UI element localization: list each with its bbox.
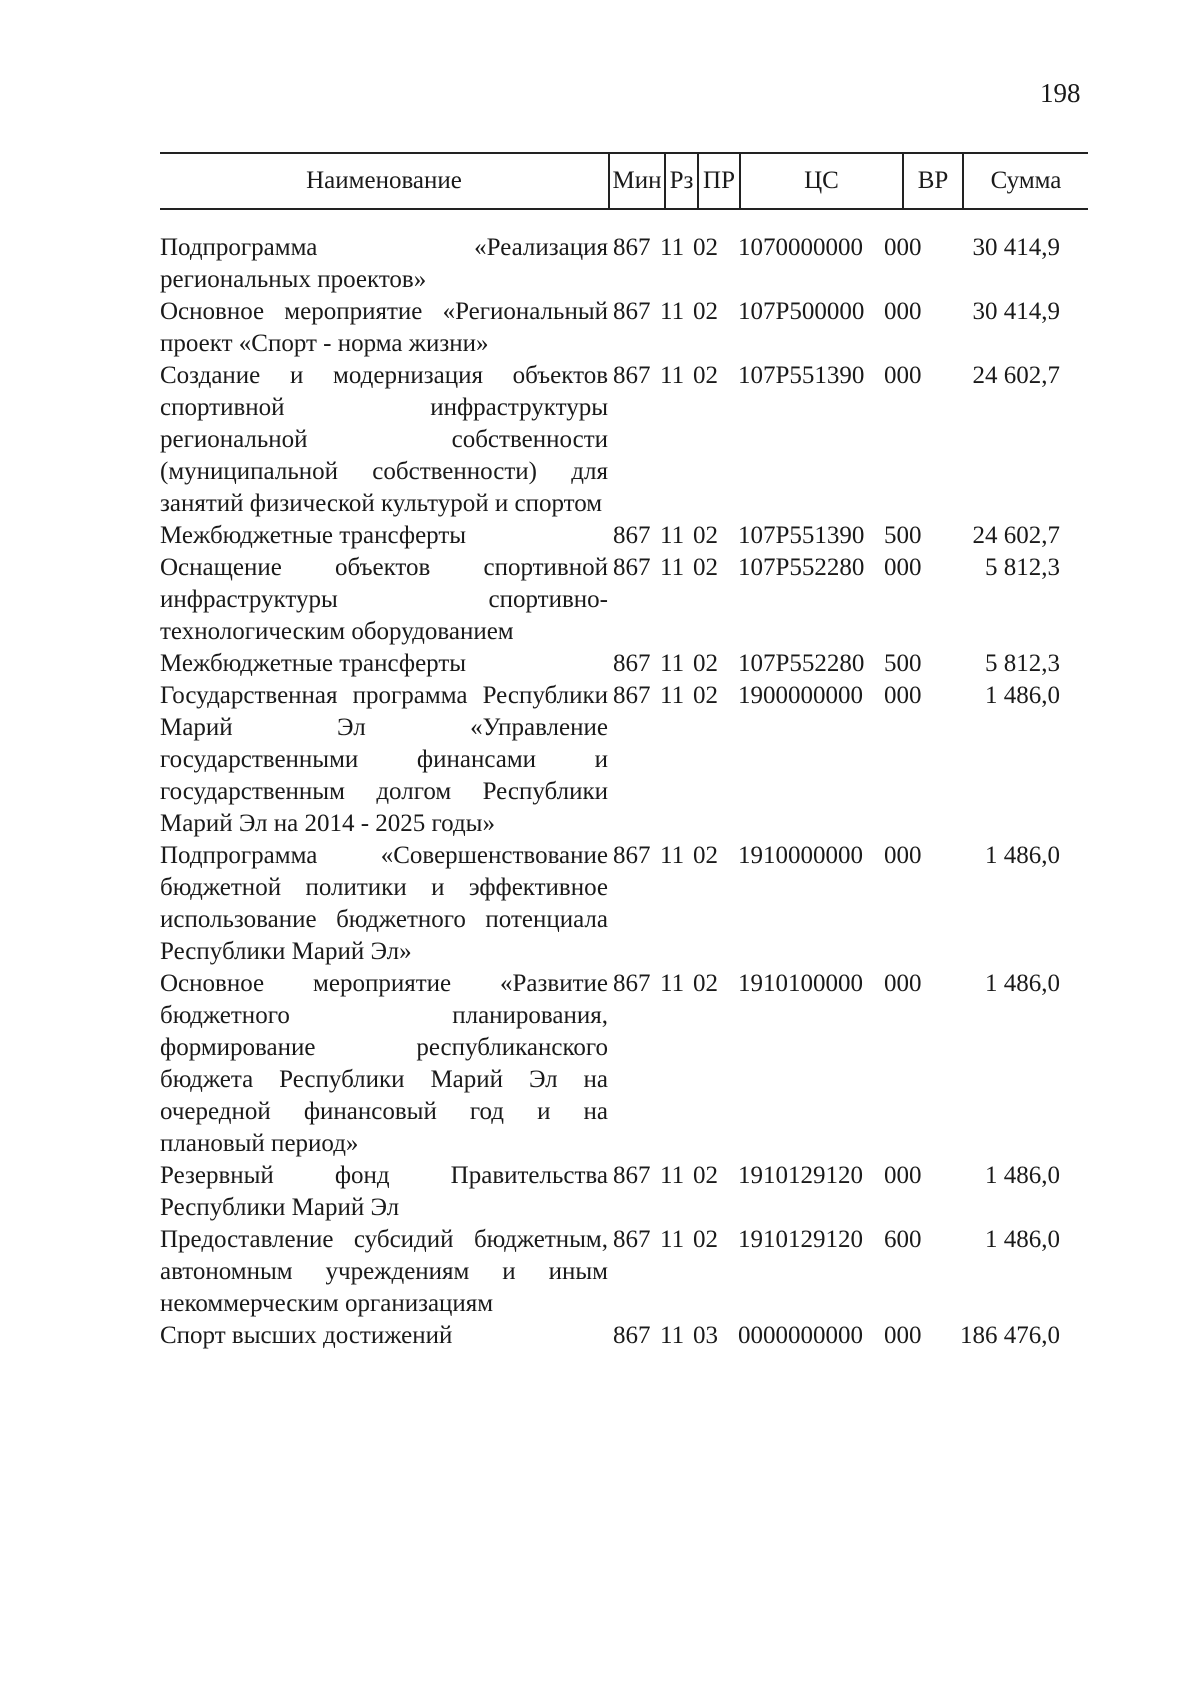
row-codes (613, 968, 934, 1000)
table-row (160, 552, 1120, 648)
row-name: Государственная программа Республики Марий Эл «Управление государственными финансами и государственным долгом Республики Марий Эл на 2014 - 2025 годы» (160, 682, 608, 837)
row-pr: 02 (693, 682, 718, 709)
row-pr: 03 (693, 1322, 718, 1349)
row-sum: 1 486,0 (985, 1226, 1060, 1253)
row-name: Резервный фонд Правительства Республики Марий Эл (160, 1162, 608, 1221)
row-codes (613, 552, 934, 584)
row-cs: 107P500000 (738, 298, 865, 325)
row-min: 867 (613, 682, 651, 709)
table-row (160, 232, 1120, 296)
header-rz: Рз (664, 154, 697, 208)
row-sum: 1 486,0 (985, 842, 1060, 869)
row-pr: 02 (693, 842, 718, 869)
row-sum: 24 602,7 (972, 522, 1060, 549)
table-body (160, 232, 1120, 1352)
header-min: Мин (608, 154, 664, 208)
row-rz: 11 (660, 970, 685, 997)
table-row (160, 520, 1120, 552)
row-cs: 1910000000 (738, 842, 863, 869)
row-cs: 0000000000 (738, 1322, 863, 1349)
row-min: 867 (613, 554, 651, 581)
row-vr: 000 (884, 970, 922, 997)
row-cs: 107P552280 (738, 554, 865, 581)
row-cs: 1910129120 (738, 1162, 863, 1189)
row-sum: 30 414,9 (972, 298, 1060, 325)
row-vr: 000 (884, 554, 922, 581)
row-rz: 11 (660, 298, 685, 325)
row-pr: 02 (693, 234, 718, 261)
row-name: Основное мероприятие «Развитие бюджетного планирования, формирование республиканского бюджета Республики Марий Эл на очередной финансовый год и на плановый период» (160, 970, 608, 1157)
row-pr: 02 (693, 1226, 718, 1253)
table-row (160, 840, 1120, 968)
row-min: 867 (613, 842, 651, 869)
row-vr: 000 (884, 298, 922, 325)
row-min: 867 (613, 298, 651, 325)
row-min: 867 (613, 970, 651, 997)
row-cs: 107P552280 (738, 650, 865, 677)
row-rz: 11 (660, 682, 685, 709)
row-min: 867 (613, 650, 651, 677)
row-pr: 02 (693, 554, 718, 581)
row-vr: 500 (884, 650, 922, 677)
row-vr: 600 (884, 1226, 922, 1253)
row-name: Предоставление субсидий бюджетным, автономным учреждениям и иным некоммерческим организациям (160, 1226, 608, 1317)
row-rz: 11 (660, 362, 685, 389)
row-vr: 000 (884, 682, 922, 709)
row-name: Межбюджетные трансферты (160, 522, 467, 549)
row-name: Спорт высших достижений (160, 1322, 453, 1349)
row-codes (613, 360, 934, 392)
row-rz: 11 (660, 234, 685, 261)
row-min: 867 (613, 362, 651, 389)
row-rz: 11 (660, 1162, 685, 1189)
row-cs: 1910100000 (738, 970, 863, 997)
row-rz: 11 (660, 842, 685, 869)
row-rz: 11 (660, 1226, 685, 1253)
row-name: Создание и модернизация объектов спортивной инфраструктуры региональной собственности (муниципальной собственности) для занятий физической культурой и спортом (160, 362, 608, 517)
row-vr: 000 (884, 362, 922, 389)
row-vr: 000 (884, 234, 922, 261)
table-row (160, 968, 1120, 1160)
row-sum: 186 476,0 (960, 1322, 1060, 1349)
row-cs: 1900000000 (738, 682, 863, 709)
row-sum: 1 486,0 (985, 1162, 1060, 1189)
header-vr: ВР (902, 154, 964, 208)
row-rz: 11 (660, 522, 685, 549)
row-codes (613, 1320, 934, 1352)
row-cs: 1070000000 (738, 234, 863, 261)
row-name: Подпрограмма «Совершенствование бюджетной политики и эффективное использование бюджетного потенциала Республики Марий Эл» (160, 842, 608, 965)
page-number: 198 (1040, 78, 1081, 108)
row-min: 867 (613, 1162, 651, 1189)
row-pr: 02 (693, 298, 718, 325)
table-row (160, 296, 1120, 360)
row-min: 867 (613, 234, 651, 261)
row-min: 867 (613, 1226, 651, 1253)
row-name: Подпрограмма «Реализация региональных проектов» (160, 234, 608, 293)
row-codes (613, 840, 934, 872)
row-pr: 02 (693, 1162, 718, 1189)
row-cs: 1910129120 (738, 1226, 863, 1253)
row-name: Оснащение объектов спортивной инфраструктуры спортивно-технологическим оборудованием (160, 554, 608, 645)
row-name: Основное мероприятие «Региональный проект «Спорт - норма жизни» (160, 298, 608, 357)
table-row (160, 1320, 1120, 1352)
row-sum: 1 486,0 (985, 682, 1060, 709)
row-sum: 5 812,3 (985, 650, 1060, 677)
row-codes (613, 520, 934, 552)
table-row (160, 648, 1120, 680)
row-codes (613, 680, 934, 712)
row-vr: 500 (884, 522, 922, 549)
row-pr: 02 (693, 970, 718, 997)
row-codes (613, 296, 934, 328)
table-header (160, 152, 1088, 210)
table-row (160, 360, 1120, 520)
row-codes (613, 1224, 934, 1256)
header-sum: Сумма (990, 167, 1062, 194)
table-row (160, 1160, 1120, 1224)
row-codes (613, 232, 934, 264)
row-min: 867 (613, 522, 651, 549)
header-pr: ПР (697, 154, 741, 208)
header-name: Наименование (306, 167, 462, 194)
table-row (160, 1224, 1120, 1320)
row-rz: 11 (660, 650, 685, 677)
row-rz: 11 (660, 1322, 685, 1349)
row-sum: 30 414,9 (972, 234, 1060, 261)
row-sum: 24 602,7 (972, 362, 1060, 389)
row-vr: 000 (884, 1322, 922, 1349)
row-codes (613, 1160, 934, 1192)
row-pr: 02 (693, 522, 718, 549)
row-name: Межбюджетные трансферты (160, 650, 467, 677)
row-rz: 11 (660, 554, 685, 581)
row-pr: 02 (693, 362, 718, 389)
row-codes (613, 648, 934, 680)
header-cs: ЦС (804, 167, 839, 194)
row-vr: 000 (884, 842, 922, 869)
row-pr: 02 (693, 650, 718, 677)
row-sum: 5 812,3 (985, 554, 1060, 581)
row-cs: 107P551390 (738, 522, 865, 549)
table-row (160, 680, 1120, 840)
row-sum: 1 486,0 (985, 970, 1060, 997)
row-vr: 000 (884, 1162, 922, 1189)
row-cs: 107P551390 (738, 362, 865, 389)
row-min: 867 (613, 1322, 651, 1349)
